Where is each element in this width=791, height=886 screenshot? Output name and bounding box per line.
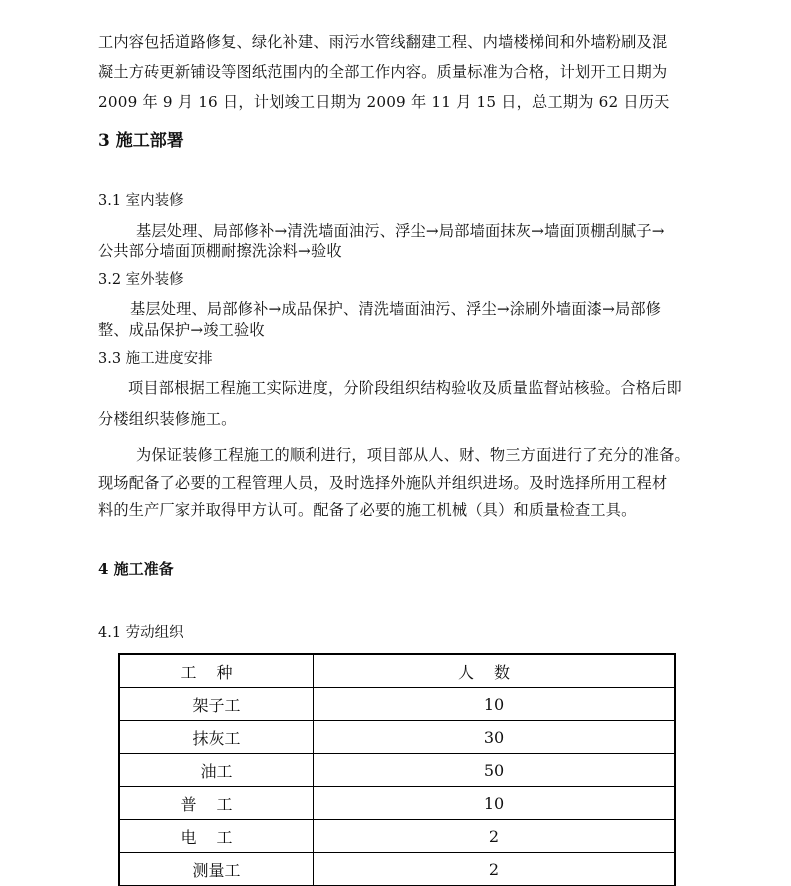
table-row <box>119 820 675 853</box>
table-row <box>119 853 675 886</box>
section-3-2-line-2: 整、成品保护→竣工验收 <box>98 321 265 339</box>
section-3-3-heading: 3.3 施工进度安排 <box>98 351 213 367</box>
section-3-3-para1-line-2: 分楼组织装修施工。 <box>98 410 237 428</box>
labor-table <box>118 653 676 886</box>
table-cell-count: 30 <box>314 721 676 754</box>
section-3-1-line-2: 公共部分墙面顶棚耐擦洗涂料→验收 <box>98 242 342 260</box>
table-cell-count: 2 <box>314 820 676 853</box>
section-3-1-heading: 3.1 室内装修 <box>98 193 184 209</box>
table-cell-trade: 测量工 <box>119 853 314 886</box>
section-3-2-heading: 3.2 室外装修 <box>98 272 184 288</box>
table-header-row <box>119 654 675 688</box>
section-3-3-para1-line-1: 项目部根据工程施工实际进度，分阶段组织结构验收及质量监督站核验。合格后即 <box>128 379 682 397</box>
section-4-1-heading: 4.1 劳动组织 <box>98 625 184 641</box>
table-cell-trade: 电工 <box>119 820 314 853</box>
header-cell-trade: 工种 <box>119 654 314 688</box>
intro-line-1: 工内容包括道路修复、绿化补建、雨污水管线翻建工程、内墙楼梯间和外墙粉刷及混 <box>98 33 668 51</box>
table-row <box>119 688 675 721</box>
table-cell-count: 2 <box>314 853 676 886</box>
section-4-heading: 4 施工准备 <box>98 560 174 578</box>
table-cell-trade: 普工 <box>119 787 314 820</box>
section-3-heading: 3 施工部署 <box>98 131 184 151</box>
intro-line-2: 凝土方砖更新铺设等图纸范围内的全部工作内容。质量标准为合格，计划开工日期为 <box>98 63 668 81</box>
section-3-2-line-1: 基层处理、局部修补→成品保护、清洗墙面油污、浮尘→涂刷外墙面漆→局部修 <box>130 300 662 318</box>
section-3-1-line-1: 基层处理、局部修补→清洗墙面油污、浮尘→局部墙面抹灰→墙面顶棚刮腻子→ <box>136 222 665 240</box>
table-row <box>119 787 675 820</box>
table-cell-trade: 架子工 <box>119 688 314 721</box>
table-row <box>119 721 675 754</box>
table-row <box>119 754 675 787</box>
table-cell-count: 10 <box>314 787 676 820</box>
intro-line-3: 2009 年 9 月 16 日，计划竣工日期为 2009 年 11 月 15 日，总工期为 62 日历天 <box>98 93 670 111</box>
header-cell-count: 人数 <box>314 654 676 688</box>
table-cell-trade: 油工 <box>119 754 314 787</box>
section-3-3-para2-line-3: 料的生产厂家并取得甲方认可。配备了必要的施工机械（具）和质量检查工具。 <box>98 501 637 519</box>
section-3-3-para2-line-1: 为保证装修工程施工的顺利进行，项目部从人、财、物三方面进行了充分的准备。 <box>136 446 690 464</box>
table-cell-trade: 抹灰工 <box>119 721 314 754</box>
table-cell-count: 50 <box>314 754 676 787</box>
table-cell-count: 10 <box>314 688 676 721</box>
section-3-3-para2-line-2: 现场配备了必要的工程管理人员，及时选择外施队并组织进场。及时选择所用工程材 <box>98 474 668 492</box>
